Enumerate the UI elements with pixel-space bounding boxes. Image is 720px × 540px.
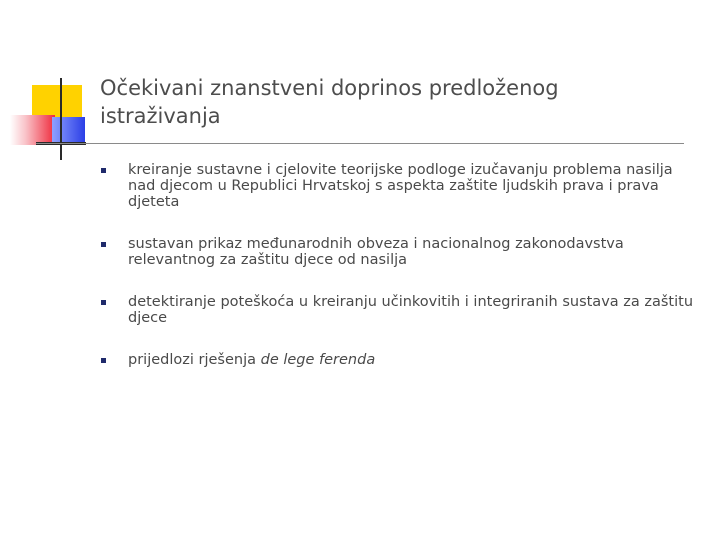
bullet-text: kreiranje sustavne i cjelovite teorijske podloge izučavanju problema nasilja nad djecom u Republici Hrvatskoj s aspekta zaštite ljudskih prava i prava djeteta	[128, 162, 673, 210]
bullet-item	[98, 236, 698, 268]
bullet-text: sustavan prikaz međunarodnih obveza i nacionalnog zakonodavstva relevantnog za zaštitu djece od nasilja	[128, 236, 624, 268]
square-bullet-icon	[101, 358, 106, 363]
blue-block	[52, 117, 85, 143]
bullet-emphasis: de lege ferenda	[260, 352, 376, 368]
bullet-item	[98, 162, 698, 210]
title-underline	[36, 143, 684, 144]
square-bullet-icon	[101, 168, 106, 173]
square-bullet-icon	[101, 300, 106, 305]
bullet-text: detektiranje poteškoća u kreiranju učinkovitih i integriranih sustava za zaštitu djece	[128, 294, 694, 326]
red-block	[10, 115, 55, 145]
bullet-text: prijedlozi rješenja	[128, 352, 261, 368]
bullet-item	[98, 352, 698, 368]
bullet-item	[98, 294, 698, 326]
bullet-list	[98, 162, 698, 368]
vertical-rule	[60, 78, 62, 160]
slide-title: Očekivani znanstveni doprinos predloženog istraživanja	[100, 76, 559, 128]
square-bullet-icon	[101, 242, 106, 247]
